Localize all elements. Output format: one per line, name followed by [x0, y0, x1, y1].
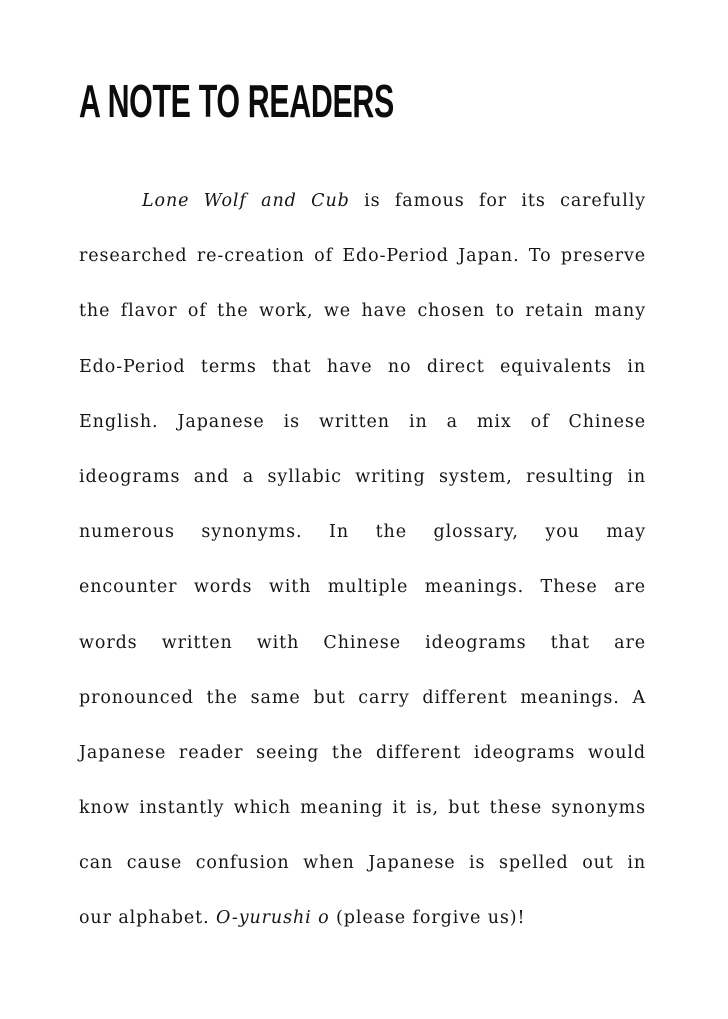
japanese-phrase: O-yurushi o	[216, 908, 330, 929]
text-line: ideograms and a syllabic writing system, resulting in	[79, 466, 646, 487]
text-line	[79, 903, 646, 958]
text-segment: our alphabet.	[79, 908, 216, 929]
text-line: Japanese reader seeing the different ideograms would	[79, 742, 646, 763]
text-line: numerous synonyms. In the glossary, you may	[79, 522, 646, 543]
text-line: can cause confusion when Japanese is spelled out in	[79, 853, 646, 874]
page-title: A NOTE TO READERS	[79, 75, 394, 127]
text-line	[79, 186, 646, 241]
text-line: researched re-creation of Edo-Period Japan. To preserve	[79, 246, 646, 267]
text-line: Edo-Period terms that have no direct equivalents in	[79, 356, 646, 377]
text-line: encounter words with multiple meanings. These are	[79, 577, 646, 598]
text-segment: (please forgive us)!	[329, 908, 526, 929]
note-paragraph	[79, 186, 646, 959]
series-title: Lone Wolf and Cub	[142, 191, 350, 211]
text-line: English. Japanese is written in a mix of Chinese	[79, 411, 646, 432]
text-line: the flavor of the work, we have chosen to retain many	[79, 301, 646, 322]
text-line: know instantly which meaning it is, but these synonyms	[79, 798, 646, 819]
text-line: words written with Chinese ideograms that are	[79, 632, 646, 653]
text-line: pronounced the same but carry different meanings. A	[79, 687, 646, 708]
text-segment: is famous for its carefully	[349, 191, 647, 211]
